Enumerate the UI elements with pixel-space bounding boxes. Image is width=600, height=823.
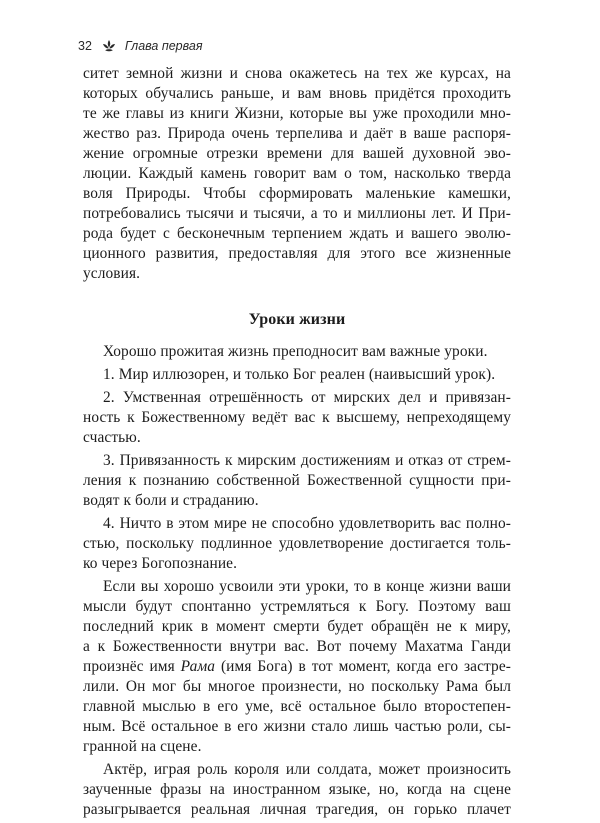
text-line: заученные фразы на иностранном языке, но, когда на сцене [83,781,511,798]
lotus-flower-icon [102,39,116,53]
text-line: воля Природы. Чтобы сформировать маленькие камешки, [83,185,511,202]
text-line: потребовались тысячи и тысячи, а то и миллионы лет. И При- [83,205,511,222]
paragraph [83,388,511,448]
paragraph [83,451,511,511]
running-head [78,38,203,54]
text-line: условия. [83,265,141,282]
text-line: разыгрывается реальная личная трагедия, он горько плачет [83,801,511,818]
text-line: 1. Мир иллюзорен, и только Бог реален (наивысший урок). [103,366,496,383]
text-line: мысли будут спонтанно устремляться к Богу. Поэтому ваш [83,598,511,615]
text-line: Если вы хорошо усвоили эти уроки, то в конце жизни ваши [103,578,511,595]
text-line: последний крик в момент смерти будет обращён не к миру, [83,618,511,635]
text-line: ления к познанию собственной Божественной сущности при- [83,472,511,489]
page-body [83,64,511,823]
text-line: 3. Привязанность к мирским достижениям и отказ от стрем- [103,452,511,469]
text-line: жество раз. Природа очень терпелива и даёт в ваше распоря- [83,125,511,142]
text-line: ность к Божественному ведёт вас к высшему, непреходящему [83,409,511,426]
paragraph [83,514,511,574]
paragraph [83,365,511,385]
chapter-title: Глава первая [124,39,203,53]
intro-paragraph [83,64,511,284]
text-line: а к Божественности внутри вас. Вот почему Махатма Ганди [83,638,511,655]
text-line: счастью. [83,429,141,446]
text-line: главной мыслью в его уме, всё остальное было второстепен- [83,698,511,715]
text-line: ситет земной жизни и снова окажетесь на тех же курсах, на [83,65,511,82]
emphasis: Рама [180,658,216,675]
text-line: те же главы из книги Жизни, которые вы уже проходили мно- [83,105,511,122]
text-line: рода будет с бесконечным терпением ждать и вашего эволю- [83,225,511,242]
text-line: ко через Богопознание. [83,555,238,572]
text-line: Хорошо прожитая жизнь преподносит вам важные уроки. [103,343,488,360]
text-line: люции. Каждый камень говорит вам о том, насколько тверда [83,165,511,182]
text-line: ционного развития, предоставляя для этого все жизненные [83,245,511,262]
text-line: Актёр, играя роль короля или солдата, может произносить [103,761,511,778]
text-line: ным. Всё остальное в его жизни стало лишь частью роли, сы- [83,718,511,735]
text-line: 4. Ничто в этом мире не способно удовлетворить вас полно- [103,515,511,532]
paragraph [83,760,511,820]
text-line: которых обучались раньше, и вам вновь придётся проходить [83,85,511,102]
text-line: произнёс имя Рама (имя Бога) в тот момент, когда его застре- [83,658,511,675]
paragraph [83,577,511,757]
text-line: гранной на сцене. [83,738,202,755]
text-line: лили. Он мог бы многое произнести, но поскольку Рама был [83,678,511,695]
section-heading: Уроки жизни [248,311,346,328]
paragraph [83,342,511,362]
text-line: 2. Умственная отрешённость от мирских дел и привязан- [103,389,511,406]
page-number: 32 [78,39,92,53]
text-line: стью, поскольку подлинное удовлетворение достигается толь- [83,535,511,552]
text-line: водят к боли и страданию. [83,492,259,509]
text-line: жение огромные отрезки времени для вашей духовной эво- [83,145,511,162]
